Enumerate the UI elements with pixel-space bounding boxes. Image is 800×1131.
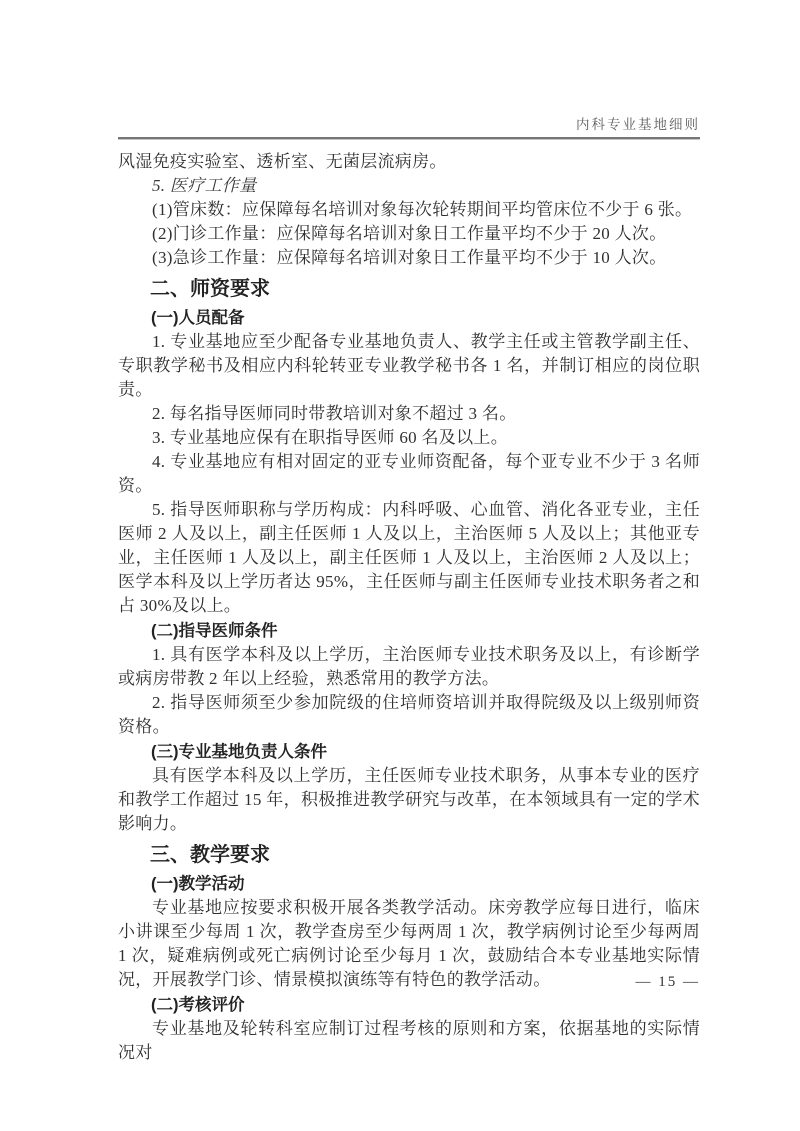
- section-heading-teaching: 三、教学要求: [150, 844, 270, 866]
- list-item: (2)门诊工作量：应保障每名培训对象日工作量平均不少于 20 人次。: [152, 224, 667, 243]
- paragraph: 3. 专业基地应保有在职指导医师 60 名及以上。: [152, 428, 508, 447]
- list-item-heading: 5. 医疗工作量: [152, 176, 257, 195]
- subsection-heading-staffing: (一)人员配备: [151, 309, 245, 327]
- subsection-heading-leader-conditions: (三)专业基地负责人条件: [151, 743, 327, 761]
- paragraph: 4. 专业基地应有相对固定的亚专业师资配备，每个亚专业不少于 3 名师资。: [118, 452, 700, 495]
- subsection-heading-instructor-conditions: (二)指导医师条件: [151, 622, 278, 640]
- page-body: [118, 150, 700, 1065]
- section-heading-teachers: 二、师资要求: [150, 278, 270, 300]
- list-item: (3)急诊工作量：应保障每名培训对象日工作量平均不少于 10 人次。: [152, 248, 667, 267]
- paragraph: 1. 具有医学本科及以上学历，主治医师专业技术职务及以上，有诊断学或病房带教 2 年以上经验，熟悉常用的教学方法。: [118, 645, 700, 688]
- paragraph: 2. 每名指导医师同时带教培训对象不超过 3 名。: [152, 404, 517, 423]
- running-header-title: 内科专业基地细则: [576, 117, 700, 132]
- header-rule: [118, 137, 700, 140]
- body-text-continuation: 风湿免疫实验室、透析室、无菌层流病房。: [118, 152, 447, 171]
- paragraph: 专业基地及轮转科室应制订过程考核的原则和方案，依据基地的实际情况对: [118, 1019, 700, 1062]
- paragraph: 专业基地应按要求积极开展各类教学活动。床旁教学应每日进行，临床小讲课至少每周 1 次，教学查房至少每两周 1 次，教学病例讨论至少每两周 1 次，疑难病例或死亡病例讨论至少每月 1 次，鼓励结合本专业基地实际情况，开展教学门诊、情景模拟演练等有特色的教学活动。: [118, 898, 700, 989]
- page-number: — 15 —: [635, 974, 700, 990]
- subsection-heading-assessment: (二)考核评价: [151, 996, 245, 1014]
- paragraph: 5. 指导医师职称与学历构成：内科呼吸、心血管、消化各亚专业，主任医师 2 人及以上，副主任医师 1 人及以上，主治医师 5 人及以上；其他亚专业，主任医师 1 人及以上，副主任医师 1 人及以上，主治医师 2 人及以上；医学本科及以上学历者达 95%，主任医师与副主任医师专业技术职务者之和占 30%及以上。: [118, 500, 700, 615]
- subsection-heading-teaching-activities: (一)教学活动: [151, 875, 245, 893]
- paragraph: 具有医学本科及以上学历，主任医师专业技术职务，从事本专业的医疗和教学工作超过 15 年，积极推进教学研究与改革，在本领域具有一定的学术影响力。: [118, 766, 700, 833]
- list-item: (1)管床数：应保障每名培训对象每次轮转期间平均管床位不少于 6 张。: [152, 200, 693, 219]
- paragraph: 2. 指导医师须至少参加院级的住培师资培训并取得院级及以上级别师资资格。: [118, 693, 700, 736]
- paragraph: 1. 专业基地应至少配备专业基地负责人、教学主任或主管教学副主任、专职教学秘书及相应内科轮转亚专业教学秘书各 1 名，并制订相应的岗位职责。: [118, 332, 700, 399]
